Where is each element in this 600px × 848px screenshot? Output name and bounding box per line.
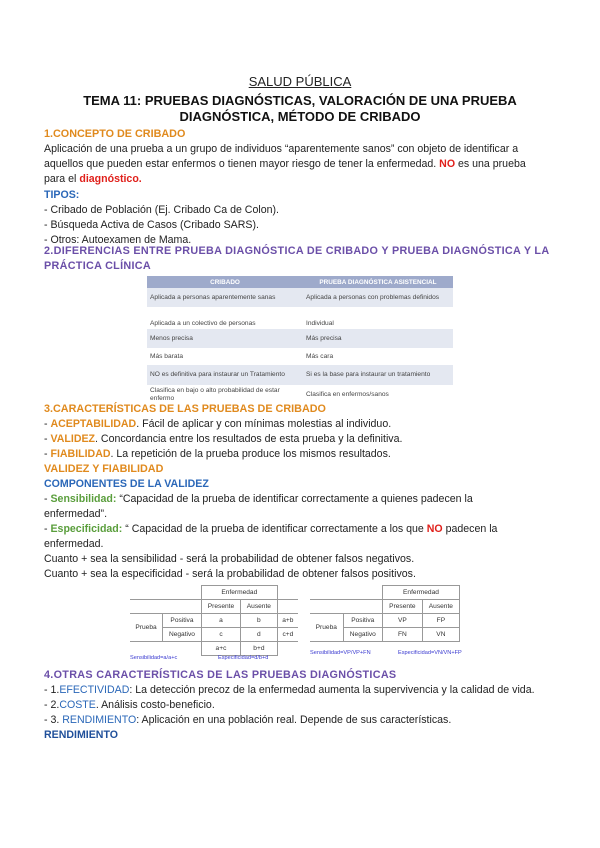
s3-item-text: . Fácil de aplicar y con mínimas molestias al individuo. bbox=[136, 418, 392, 430]
col-header-asistencial: PRUEBA DIAGNÓSTICA ASISTENCIAL bbox=[303, 276, 453, 288]
table-row bbox=[147, 288, 453, 307]
s4-item-num: - 1. bbox=[44, 684, 60, 696]
s1-line3-text: para el bbox=[44, 173, 80, 185]
ct-cell-b: b bbox=[241, 614, 278, 628]
section-1-heading: 1.CONCEPTO DE CRIBADO bbox=[44, 128, 186, 140]
ct-prueba: Prueba bbox=[130, 614, 163, 642]
rule-especificidad: Cuanto + sea la especificidad - será la probabilidad de obtener falsos positivos. bbox=[44, 568, 416, 580]
sens-formula-letters: Sensibilidad=a/a+c bbox=[130, 655, 178, 661]
ct-blank bbox=[130, 642, 201, 656]
especificidad-text-end: padecen la bbox=[442, 523, 498, 535]
s3-item-dash: - bbox=[44, 433, 51, 445]
table-cell: Más barata bbox=[150, 352, 183, 360]
table-cell: Si es la base para instaurar un tratamiento bbox=[303, 365, 453, 385]
section-3 bbox=[44, 402, 560, 582]
tipo-item: - Búsqueda Activa de Casos (Cribado SARS). bbox=[44, 219, 259, 231]
ct-cell-c: c bbox=[201, 628, 240, 642]
tipo-item: - Otros: Autoexamen de Mama. bbox=[44, 234, 192, 246]
especificidad-no: NO bbox=[426, 523, 443, 535]
ct-positiva: Positiva bbox=[163, 614, 202, 628]
sensibilidad-line2: enfermedad”. bbox=[44, 508, 108, 520]
ct-blank bbox=[277, 642, 298, 656]
especificidad-line1: - Especificidad: “ Capacidad de la prueba de identificar correctamente a los que NO padecen la bbox=[44, 523, 498, 535]
s1-diagnostico: diagnóstico. bbox=[79, 173, 142, 185]
esp-formula-vn: Especificidad=VN/VN+FP bbox=[398, 650, 462, 656]
ct-blank bbox=[310, 600, 382, 614]
table-cell: Más precisa bbox=[303, 329, 453, 348]
s1-line2-end: es una prueba bbox=[455, 158, 526, 170]
s3-item bbox=[44, 432, 560, 447]
especificidad-term: Especificidad: bbox=[50, 523, 123, 535]
table-row bbox=[147, 329, 453, 348]
ct-ausente: Ausente bbox=[422, 600, 459, 614]
ct-blank bbox=[277, 586, 298, 600]
ct-cell-vn: VN bbox=[422, 628, 459, 642]
sensibilidad-line1: - Sensibilidad: “Capacidad de la prueba de identificar correctamente a quienes padecen la bbox=[44, 493, 473, 505]
ct-blank bbox=[310, 586, 382, 600]
componentes-heading: COMPONENTES DE LA VALIDEZ bbox=[44, 478, 209, 490]
s4-item bbox=[44, 683, 560, 698]
table-cell: Más cara bbox=[306, 352, 334, 360]
s4-term: COSTE bbox=[59, 699, 96, 711]
contingency-table-vp bbox=[310, 585, 460, 642]
table-cell: Individual bbox=[306, 320, 334, 327]
ct-cell-d: d bbox=[241, 628, 278, 642]
s1-line1: Aplicación de una prueba a un grupo de individuos “aparentemente sanos” con objeto de identificar a bbox=[44, 143, 519, 155]
ct-blank bbox=[130, 586, 201, 600]
s4-term: EFECTIVIDAD bbox=[59, 684, 130, 696]
table-cell: Menos precisa bbox=[147, 329, 303, 348]
ct-cell-bd: b+d bbox=[241, 642, 278, 656]
section-4-heading: 4.OTRAS CARACTERÍSTICAS DE LAS PRUEBAS DIAGNÓSTICAS bbox=[44, 669, 397, 681]
col-header-cribado: CRIBADO bbox=[147, 276, 303, 288]
ct-cell-cd: c+d bbox=[277, 628, 298, 642]
s3-term: FIABILIDAD bbox=[50, 448, 111, 460]
s4-item-num: - 3. bbox=[44, 714, 63, 726]
s3-item bbox=[44, 447, 560, 462]
ct-positiva: Positiva bbox=[343, 614, 382, 628]
sensibilidad-term: Sensibilidad: bbox=[50, 493, 117, 505]
section-4 bbox=[44, 668, 560, 743]
sens-formula-vp: Sensibilidad=VP/VP+FN bbox=[310, 650, 371, 656]
ct-prueba: Prueba bbox=[310, 614, 343, 642]
ct-blank bbox=[277, 600, 298, 614]
ct-presente: Presente bbox=[382, 600, 422, 614]
table-row bbox=[147, 365, 453, 385]
ct-cell-fp: FP bbox=[422, 614, 459, 628]
s1-line2-text: aquellos que pueden estar enfermos o tienen mayor riesgo de tener la enfermedad. bbox=[44, 158, 440, 170]
tipos-heading: TIPOS: bbox=[44, 189, 80, 201]
s1-no-emphasis: NO bbox=[439, 158, 456, 170]
s4-item bbox=[44, 698, 560, 713]
topic-title-line2: DIAGNÓSTICA, MÉTODO DE CRIBADO bbox=[179, 109, 421, 124]
validez-fiabilidad-heading: VALIDEZ Y FIABILIDAD bbox=[44, 463, 164, 475]
esp-formula-letters: Especificidad=d/b+d bbox=[218, 655, 269, 661]
s3-item bbox=[44, 417, 560, 432]
section-1 bbox=[44, 127, 560, 248]
ct-cell-fn: FN bbox=[382, 628, 422, 642]
section-3-heading: 3.CARACTERÍSTICAS DE LAS PRUEBAS DE CRIBADO bbox=[44, 403, 326, 415]
especificidad-text: “ Capacidad de la prueba de identificar correctamente a los que bbox=[122, 523, 427, 535]
ct-presente: Presente bbox=[201, 600, 240, 614]
table-row bbox=[147, 348, 453, 365]
ct-negativo: Negativo bbox=[163, 628, 202, 642]
section-2-heading-line1: 2.DIFERENCIAS ENTRE PRUEBA DIAGNÓSTICA DE CRIBADO Y PRUEBA DIAGNÓSTICA Y LA bbox=[44, 245, 550, 257]
ct-enfermedad: Enfermedad bbox=[382, 586, 459, 600]
s3-item-dash: - bbox=[44, 448, 51, 460]
rendimiento-heading: RENDIMIENTO bbox=[44, 729, 118, 741]
s4-item-text: : La detección precoz de la enfermedad aumenta la supervivencia y la calidad de vida. bbox=[129, 684, 535, 696]
table-row bbox=[147, 307, 453, 329]
table-cell: Clasifica en bajo o alto probabilidad de estar enfermo bbox=[150, 387, 280, 402]
ct-cell-a: a bbox=[201, 614, 240, 628]
ct-enfermedad: Enfermedad bbox=[201, 586, 277, 600]
comparison-table bbox=[147, 276, 453, 405]
section-2-heading-line2: PRÁCTICA CLÍNICA bbox=[44, 260, 151, 272]
table-cell: Aplicada a personas aparentemente sanas bbox=[147, 288, 303, 307]
ct-blank bbox=[130, 600, 201, 614]
s4-term: RENDIMIENTO bbox=[62, 714, 137, 726]
s4-item-text: . Análisis costo-beneficio. bbox=[95, 699, 215, 711]
ct-cell-ab: a+b bbox=[277, 614, 298, 628]
sensibilidad-text: “Capacidad de la prueba de identificar correctamente a quienes padecen la bbox=[116, 493, 473, 505]
s3-item-text: . Concordancia entre los resultados de esta prueba y la definitiva. bbox=[95, 433, 403, 445]
rule-sensibilidad: Cuanto + sea la sensibilidad - será la probabilidad de obtener falsos negativos. bbox=[44, 553, 415, 565]
s1-line3 bbox=[44, 172, 560, 187]
ct-negativo: Negativo bbox=[343, 628, 382, 642]
table-cell: Clasifica en enfermos/sanos bbox=[306, 391, 389, 398]
s4-item-num: - 2. bbox=[44, 699, 60, 711]
contingency-table-letters bbox=[130, 585, 298, 656]
s3-term: ACEPTABILIDAD bbox=[50, 418, 137, 430]
s4-item-text: : Aplicación en una población real. Depende de sus características. bbox=[136, 714, 452, 726]
tipo-item: - Cribado de Población (Ej. Cribado Ca de Colon). bbox=[44, 204, 279, 216]
ct-cell-ac: a+c bbox=[201, 642, 240, 656]
table-cell: NO es definitiva para instaurar un Tratamiento bbox=[147, 365, 303, 385]
s4-item bbox=[44, 713, 560, 728]
table-cell: Aplicada a un colectivo de personas bbox=[150, 320, 256, 327]
s3-term: VALIDEZ bbox=[50, 433, 96, 445]
ct-cell-vp: VP bbox=[382, 614, 422, 628]
subject-title: SALUD PÚBLICA bbox=[248, 74, 352, 89]
especificidad-line2: enfermedad. bbox=[44, 538, 104, 550]
s3-item-text: . La repetición de la prueba produce los mismos resultados. bbox=[110, 448, 391, 460]
table-cell: Aplicada a personas con problemas definidos bbox=[303, 288, 453, 307]
table-header-row bbox=[147, 276, 453, 288]
ct-ausente: Ausente bbox=[241, 600, 278, 614]
topic-title-line1: TEMA 11: PRUEBAS DIAGNÓSTICAS, VALORACIÓN DE UNA PRUEBA bbox=[83, 93, 517, 108]
s1-line2 bbox=[44, 157, 560, 172]
s3-item-dash: - bbox=[44, 418, 51, 430]
